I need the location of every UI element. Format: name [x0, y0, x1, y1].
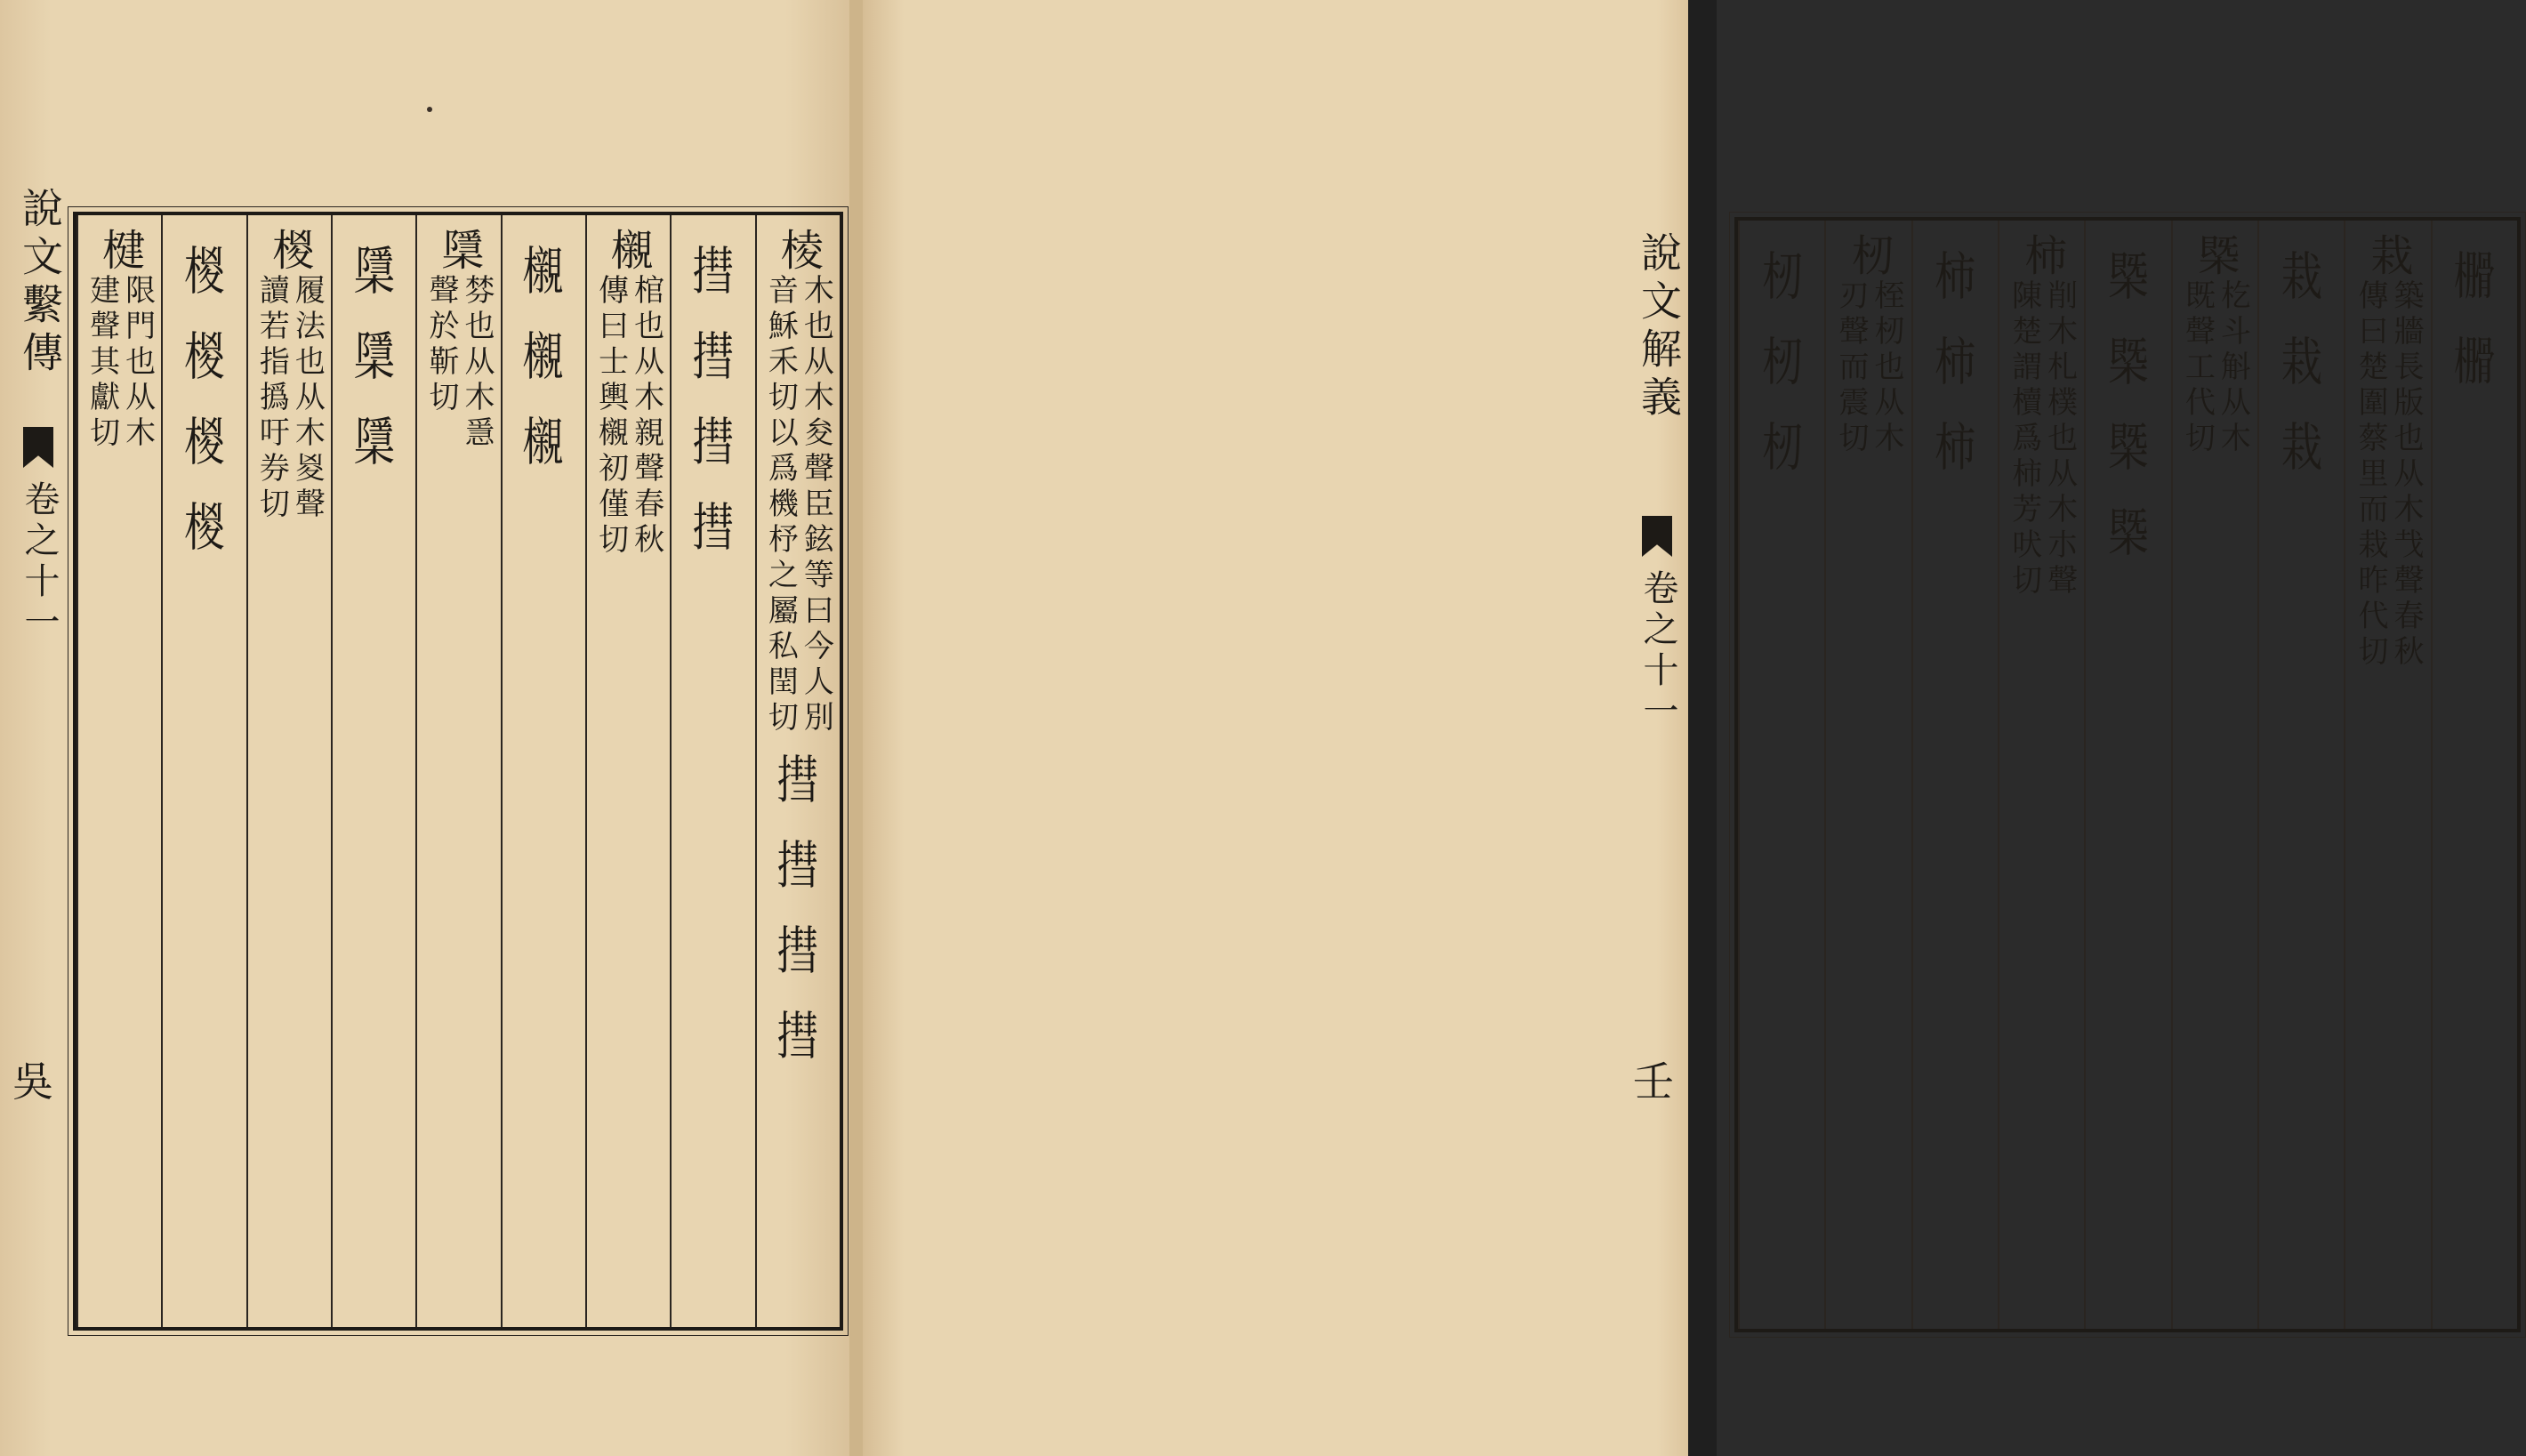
- annotation-line: 杚斗斛从木: [2215, 279, 2251, 457]
- text-column: [161, 215, 245, 1327]
- text-column: [2084, 221, 2170, 1329]
- left-page: [0, 0, 854, 1456]
- entry-headword: 栽: [2362, 233, 2413, 276]
- annotation-pair: [762, 274, 834, 736]
- annotation-line: 傳曰士輿櫬初僅切: [592, 274, 629, 559]
- left-text-frame: [73, 212, 843, 1331]
- entry-headword: 柿: [2016, 233, 2067, 276]
- annotation-line: 棺也从木親聲春秋: [628, 274, 664, 559]
- seal-glyph: 槩: [2107, 503, 2150, 563]
- seal-glyph: 栽: [2281, 246, 2322, 307]
- seal-script-variants: [1929, 246, 1981, 478]
- fish-tail-mark: [1642, 516, 1672, 557]
- entry-headword: 杒: [1843, 233, 1894, 276]
- left-margin-title: 說文繫傳: [16, 187, 64, 379]
- text-column: [755, 215, 840, 1327]
- annotation-pair: [592, 274, 664, 559]
- text-column: [501, 215, 585, 1327]
- seal-glyph: 㨹: [692, 497, 735, 558]
- text-column: [670, 215, 754, 1327]
- seal-glyph: 椶: [183, 497, 226, 558]
- annotation-pair: [84, 274, 156, 452]
- annotation-line: 木也从木夋聲臣鉉等曰今人別: [798, 274, 834, 736]
- seal-glyph: 檃: [353, 326, 395, 387]
- annotation-pair: [2179, 279, 2251, 457]
- text-column: [2431, 221, 2517, 1329]
- seal-glyph: 柿: [1935, 246, 1976, 307]
- seal-glyph: 檃: [353, 412, 395, 472]
- seal-glyph: 椶: [183, 326, 226, 387]
- seal-glyph: 𣝗: [2454, 246, 2496, 307]
- left-folio: 吳: [12, 1058, 53, 1106]
- text-column: [76, 215, 161, 1327]
- seal-glyph: 櫬: [523, 241, 565, 302]
- text-column: [2344, 221, 2430, 1329]
- right-margin-title: 說文解義: [1635, 231, 1683, 423]
- left-columns: [76, 215, 840, 1327]
- seal-script-variants: [2103, 246, 2154, 563]
- annotation-line: 桎杒也从木: [1868, 279, 1904, 457]
- text-column: [415, 215, 500, 1327]
- entry-headword: 櫬: [603, 228, 654, 270]
- seal-glyph: 櫬: [523, 326, 565, 387]
- text-column: [1911, 221, 1998, 1329]
- seal-script-variants: [2449, 246, 2500, 392]
- seal-script-variants: [349, 241, 400, 472]
- annotation-line: 聲於靳切: [422, 274, 459, 416]
- seal-glyph: 柿: [1935, 417, 1976, 478]
- seal-glyph: 椶: [183, 241, 226, 302]
- annotation-line: 限門也从木: [119, 274, 156, 452]
- right-folio: 壬: [1633, 1058, 1674, 1106]
- seal-glyph: 杒: [1761, 417, 1803, 478]
- seal-glyph: 𣝗: [2454, 332, 2496, 392]
- annotation-line: 音穌禾切以爲機杼之屬私閏切: [762, 274, 799, 736]
- text-column: [585, 215, 670, 1327]
- seal-glyph: 檃: [353, 241, 395, 302]
- paper-speck: [427, 107, 432, 112]
- text-column: [246, 215, 331, 1327]
- right-columns: [1738, 221, 2517, 1329]
- annotation-pair: [253, 274, 326, 523]
- annotation-line: 刃聲而震切: [1832, 279, 1869, 457]
- seal-glyph: 槩: [2107, 332, 2150, 392]
- seal-script-variants: [688, 241, 739, 558]
- seal-glyph: 㨹: [777, 835, 819, 896]
- annotation-line: 棼也从木㥯: [458, 274, 495, 452]
- text-column: [1738, 221, 1824, 1329]
- seal-glyph: 杒: [1761, 246, 1803, 307]
- annotation-pair: [2006, 279, 2078, 599]
- seal-script-variants: [179, 241, 230, 558]
- annotation-pair: [2352, 279, 2424, 671]
- seal-glyph: 杒: [1761, 332, 1803, 392]
- right-page: [863, 0, 2496, 1456]
- seal-glyph: 栽: [2281, 332, 2322, 392]
- text-column: [1824, 221, 1911, 1329]
- seal-glyph: 柿: [1935, 332, 1976, 392]
- right-text-frame: [1734, 217, 2521, 1332]
- seal-glyph: 槩: [2107, 246, 2150, 307]
- seal-glyph: 㨹: [777, 750, 819, 810]
- entry-headword: 楗: [94, 228, 145, 270]
- seal-glyph: 㨹: [692, 241, 735, 302]
- annotation-line: 履法也从木㚇聲: [289, 274, 326, 523]
- right-margin-volume: 卷之十一: [1637, 569, 1678, 733]
- seal-glyph: 㨹: [692, 412, 735, 472]
- annotation-line: 讀若指撝吁券切: [253, 274, 290, 523]
- seal-glyph: 椶: [183, 412, 226, 472]
- annotation-pair: [1832, 279, 1904, 457]
- entry-headword: 檃: [433, 228, 484, 270]
- seal-glyph: 㨹: [692, 326, 735, 387]
- book-edge: [1688, 0, 1717, 1456]
- annotation-line: 削木札樸也从木朩聲: [2041, 279, 2078, 599]
- seal-glyph: 栽: [2281, 417, 2322, 478]
- seal-script-variants: [772, 750, 824, 1066]
- text-column: [2257, 221, 2344, 1329]
- text-column: [1998, 221, 2084, 1329]
- seal-script-variants: [518, 241, 569, 472]
- seal-glyph: 槩: [2107, 417, 2150, 478]
- fish-tail-mark: [23, 427, 53, 468]
- entry-headword: 棱: [773, 228, 824, 270]
- text-column: [2171, 221, 2257, 1329]
- annotation-pair: [422, 274, 495, 452]
- entry-headword: 槩: [2190, 233, 2240, 276]
- annotation-line: 建聲其獻切: [84, 274, 120, 452]
- annotation-line: 築牆長版也从木𢦏聲春秋: [2387, 279, 2424, 671]
- seal-glyph: 櫬: [523, 412, 565, 472]
- seal-script-variants: [1757, 246, 1808, 478]
- seal-glyph: 㨹: [777, 1006, 819, 1066]
- annotation-line: 既聲工代切: [2179, 279, 2216, 457]
- entry-headword: 椶: [264, 228, 315, 270]
- text-column: [331, 215, 415, 1327]
- left-margin-volume: 卷之十一: [19, 480, 60, 644]
- annotation-line: 傳曰楚圍蔡里而栽昨代切: [2352, 279, 2388, 671]
- seal-glyph: 㨹: [777, 921, 819, 981]
- seal-script-variants: [2276, 246, 2328, 478]
- annotation-line: 陳楚謂櫝爲柿芳吠切: [2006, 279, 2042, 599]
